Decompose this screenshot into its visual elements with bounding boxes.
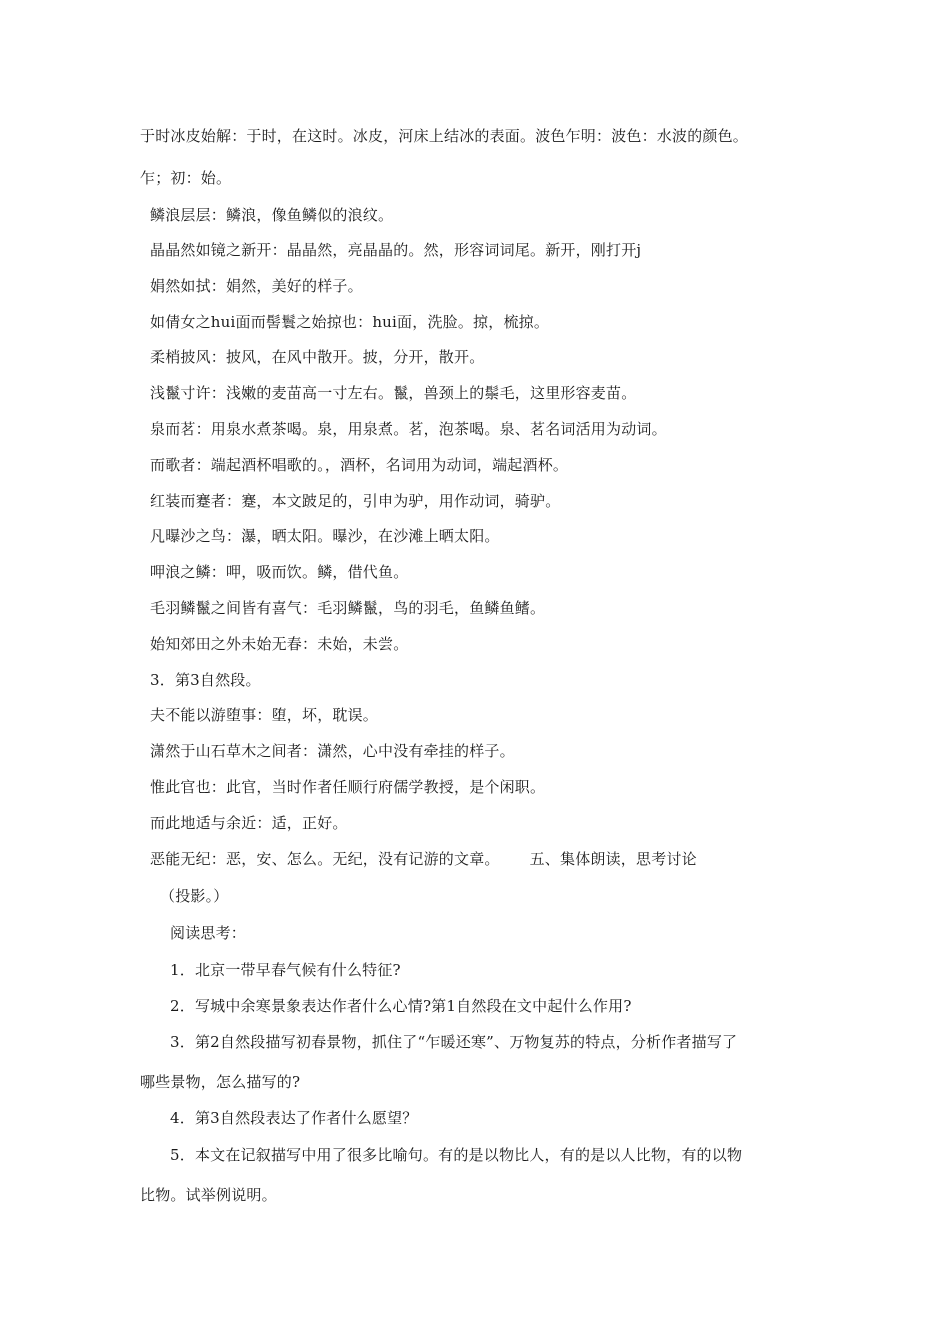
question-item: 1．北京一带早春气候有什么特征? [170,961,401,979]
text-line: 晶晶然如镜之新开：晶晶然，亮晶晶的。然，形容词词尾。新开，刚打开j [150,241,642,259]
section-heading: 五、集体朗读，思考讨论 [529,850,697,868]
text-line: 而此地适与余近：适，正好。 [150,814,348,832]
text-line: 呷浪之鳞：呷，吸而饮。鳞，借代鱼。 [150,563,409,581]
text-line: 阅读思考： [170,924,247,942]
text-line: 浅鬣寸许：浅嫩的麦苗高一寸左右。鬣，兽颈上的鬃毛，这里形容麦苗。 [150,384,637,402]
section-heading: 3．第3自然段。 [150,671,261,689]
text-line: 始知郊田之外未始无春：未始，未尝。 [150,635,409,653]
question-item-continued: 哪些景物，怎么描写的? [140,1073,301,1091]
text-line: 凡曝沙之鸟：瀑，晒太阳。曝沙，在沙滩上晒太阳。 [150,527,500,545]
text-line: 红装而蹇者：蹇，本文跛足的，引申为驴，用作动词，骑驴。 [150,492,561,510]
question-item-continued: 比物。试举例说明。 [140,1186,277,1204]
text-line: 泉而茗：用泉水煮茶喝。泉，用泉煮。茗，泡茶喝。泉、茗名词活用为动词。 [150,420,667,438]
text-line: 潇然于山石草木之间者：潇然，心中没有牵挂的样子。 [150,742,515,760]
text-line: 恶能无纪：恶，安、怎么。无纪，没有记游的文章。 [150,850,500,868]
text-line: 娟然如拭：娟然，美好的样子。 [150,277,363,295]
text-line: 而歌者：端起酒杯唱歌的。，酒杯，名词用为动词，端起酒杯。 [150,456,569,474]
text-line: 如倩女之hui面而髻鬟之始掠也：hui面，洗脸。掠，梳掠。 [150,313,550,331]
question-item: 4．第3自然段表达了作者什么愿望？ [170,1109,418,1127]
text-line: 于时冰皮始解：于时，在这时。冰皮，河床上结冰的表面。波色乍明：波色：水波的颜色。 [140,127,749,145]
text-line: 夫不能以游堕事：堕，坏，耽误。 [150,706,379,724]
text-line: （投影。） [160,887,229,905]
text-line-with-heading [150,849,697,869]
text-line: 柔梢披风：披风，在风中散开。披，分开，散开。 [150,348,485,366]
text-line: 毛羽鳞鬣之间皆有喜气：毛羽鳞鬣，鸟的羽毛，鱼鳞鱼鳍。 [150,599,546,617]
text-line: 乍；初：始。 [140,169,232,187]
question-item: 5．本文在记叙描写中用了很多比喻句。有的是以物比人，有的是以人比物，有的以物 [170,1146,743,1164]
question-item: 3．第2自然段描写初春景物，抓住了“乍暖还寒”、万物复苏的特点，分析作者描写了 [170,1033,738,1051]
question-item: 2．写城中余寒景象表达作者什么心情?第1自然段在文中起什么作用? [170,997,632,1015]
text-line: 鳞浪层层：鳞浪，像鱼鳞似的浪纹。 [150,206,394,224]
text-line: 惟此官也：此官，当时作者任顺行府儒学教授，是个闲职。 [150,778,546,796]
